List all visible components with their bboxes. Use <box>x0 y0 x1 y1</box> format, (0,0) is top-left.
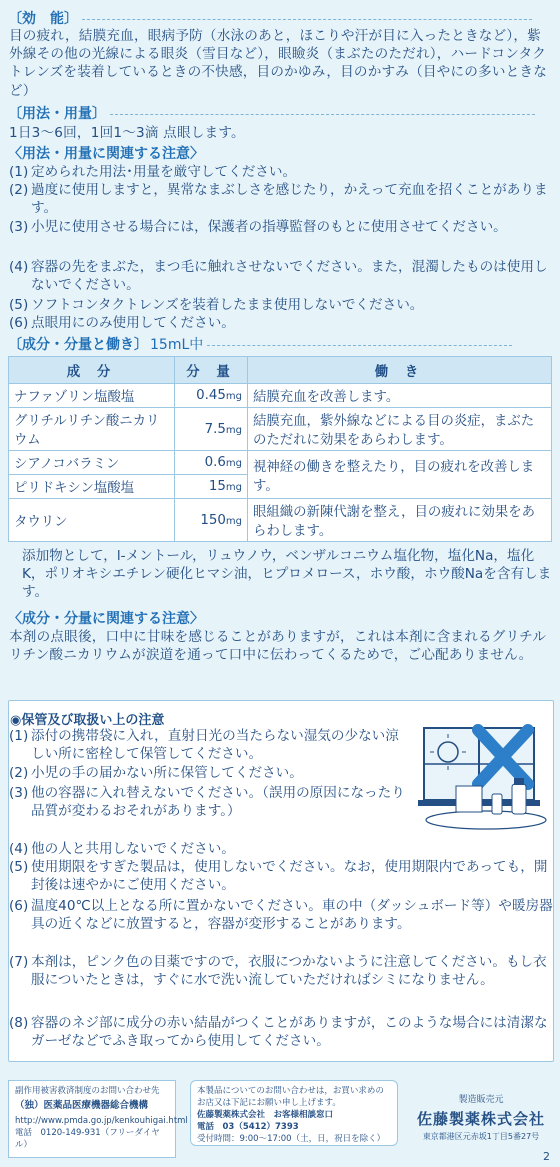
table-row <box>9 451 552 475</box>
storage-item: (1) 添付の携帯袋に入れ，直射日光の当たらない湿気の少ない涼しい所に密栓して保管してください。 <box>9 728 399 763</box>
contact-hours: 受付時間：9:00～17:00（土，日，祝日を除く） <box>197 1134 386 1144</box>
ingredient-name: タウリン <box>9 499 175 542</box>
ingredient-amount: 15mg <box>175 475 248 499</box>
ingredient-name: ナファゾリン塩酸塩 <box>9 384 175 408</box>
table-header-row <box>9 357 552 384</box>
ingredient-amount: 150mg <box>175 499 248 542</box>
storage-item: (5) 使用期限をすぎた製品は，使用しないでください。なお，使用期限内であっても，開封後は速やかにご使用ください。 <box>9 859 548 894</box>
dosage-note-item: (4) 容器の先をまぶた，まつ毛に触れさせないでください。また，混濁したものは使用しないでください。 <box>9 259 548 294</box>
ingredient-amount: 0.6mg <box>175 451 248 475</box>
contact-company: 佐藤製薬株式会社 お客様相談窓口 <box>197 1110 334 1120</box>
additives-text: 添加物として，l-メントール，リュウノウ，ベンザルコニウム塩化物，塩化Na，塩化K，ポリオキシエチレン硬化ヒマシ油，ヒプロメロース，ホウ酸，ホウ酸Naを含有します。 <box>22 548 552 601</box>
manufacturer-label: 製造販売元 <box>458 1095 504 1105</box>
customer-contact-box <box>190 1080 398 1146</box>
contact-phone: 電話 03（5412）7393 <box>197 1122 299 1132</box>
dosage-note-item: (5) ソフトコンタクトレンズを装着したまま使用しないでください。 <box>9 297 424 313</box>
ingredient-effect: 視神経の働きを整えたり，目の疲れを改善します。 <box>248 451 552 499</box>
ingredient-name: シアノコバラミン <box>9 451 175 475</box>
no-sunlight-illustration <box>416 720 550 832</box>
column-header-effect: 働 き <box>248 357 552 384</box>
ingredient-effect: 結膜充血，紫外線などによる目の炎症，まぶたのただれに効果をあらわします。 <box>248 408 552 451</box>
ingredient-effect: 眼組織の新陳代謝を整え，目の疲れに効果をあらわします。 <box>248 499 552 542</box>
table-row <box>9 499 552 542</box>
dosage-notes-heading: 〈用法・用量に関連する注意〉 <box>8 146 204 162</box>
dosage-note-item: (6) 点眼用にのみ使用してください。 <box>9 315 235 331</box>
manufacturer-name: 佐藤製薬株式会社 <box>416 1110 545 1128</box>
relief-title: 副作用被害救済制度のお問い合わせ先 <box>15 1086 160 1096</box>
storage-item: (8) 容器のネジ部に成分の赤い結晶がつくことがありますが，このような場合には清潔なガーゼなどでふき取ってから使用してください。 <box>9 1015 548 1050</box>
dosage-note-item: (1) 定められた用法･用量を厳守してください。 <box>9 164 297 180</box>
manufacturer-address: 東京都港区元赤坂1丁目5番27号 <box>422 1132 540 1141</box>
table-row <box>9 408 552 451</box>
column-header-amount: 分 量 <box>175 357 248 384</box>
table-row <box>9 384 552 408</box>
ingredient-name: グリチルリチン酸ニカリウム <box>9 408 175 451</box>
efficacy-heading: 〔効 能〕 <box>8 8 532 28</box>
ingredients-heading: 〔成分・分量と働き〕 15mL中 <box>8 334 512 354</box>
ingredient-amount: 7.5mg <box>175 408 248 451</box>
relief-phone: 電話 0120-149-931（フリーダイヤル） <box>15 1128 160 1150</box>
manufacturer-block <box>410 1092 552 1142</box>
relief-contact-box <box>8 1080 188 1158</box>
ingredient-name: ピリドキシン塩酸塩 <box>9 475 175 499</box>
ingredient-effect: 結膜充血を改善します。 <box>248 384 552 408</box>
dosage-note-item: (2) 過度に使用しますと，異常なまぶしさを感じたり，かえって充血を招くことがあります。 <box>9 182 548 217</box>
dosage-text: 1日3～6回，1回1～3滴 点眼します。 <box>9 125 245 141</box>
storage-heading: ◉保管及び取扱い上の注意 <box>10 713 165 728</box>
storage-item: (2) 小児の手の届かない所に保管してください。 <box>9 765 303 781</box>
efficacy-text: 目の疲れ，結膜充血，眼病予防（水泳のあと，ほこりや汗が目に入ったときなど），紫外線その他の光線による眼炎（雪目など），眼瞼炎（まぶたのただれ），ハードコンタクトレンズを装着しているときの不快感，目のかゆみ，目のかすみ（目やにの多いときなど） <box>9 28 548 99</box>
dosage-note-item: (3) 小児に使用させる場合には，保護者の指導監督のもとに使用させてください。 <box>9 219 507 235</box>
storage-item: (7) 本剤は，ピンク色の目薬ですので，衣服につかないように注意してください。もし衣服についたときは，すぐに水で洗い流していただければシミになりません。 <box>9 954 547 989</box>
storage-item: (4) 他の人と共用しないでください。 <box>9 841 235 857</box>
contact-intro: 本製品についてのお問い合わせは，お買い求めのお店又は下記にお願い申し上げます。 <box>197 1086 384 1108</box>
ingredients-table <box>8 356 552 542</box>
storage-item: (3) 他の容器に入れ替えないでください。（誤用の原因になったり品質が変わるおそれがあります。） <box>9 785 405 820</box>
storage-item: (6) 温度40℃以上となる所に置かないでください。車の中（ダッシュボード等）や暖房器具の近くなどに放置すると，容器が変形することがあります。 <box>9 898 553 933</box>
relief-url: http://www.pmda.go.jp/kenkouhigai.html <box>15 1116 188 1126</box>
dosage-heading: 〔用法・用量〕 <box>8 103 535 123</box>
ingredient-notes-text: 本剤の点眼後，口中に甘味を感じることがありますが，これは本剤に含まれるグリチルリチン酸ニカリウムが涙道を通って口中に伝わってくるためで，ご心配ありません。 <box>9 629 547 664</box>
ingredient-amount: 0.45mg <box>175 384 248 408</box>
relief-org: （独）医薬品医療機器総合機構 <box>15 1100 149 1111</box>
page-number: 2 <box>543 1150 550 1163</box>
ingredient-notes-heading: 〈成分・分量に関連する注意〉 <box>8 611 204 627</box>
column-header-ingredient: 成 分 <box>9 357 175 384</box>
